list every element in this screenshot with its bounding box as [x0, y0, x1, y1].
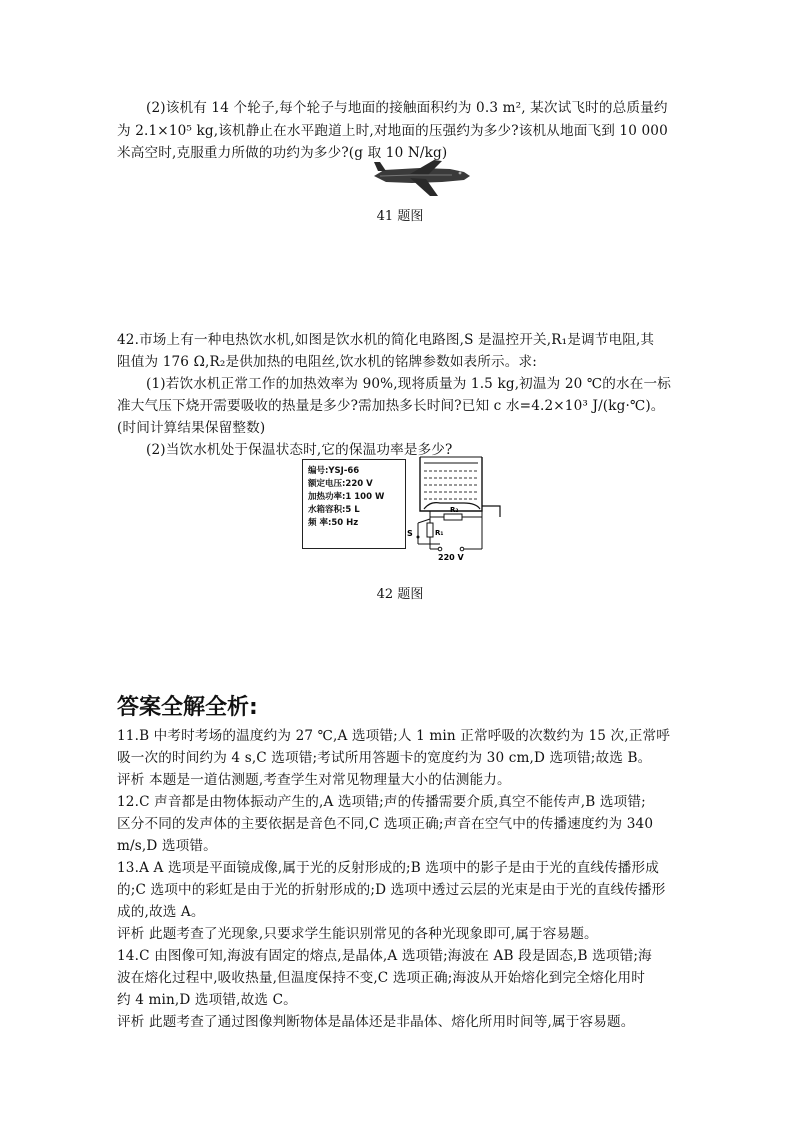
- nameplate-voltage: 额定电压:220 V: [308, 479, 373, 489]
- q42-figure-caption: 42 题图: [376, 587, 424, 602]
- nameplate-frequency: 频 率:50 Hz: [308, 518, 359, 528]
- r2-label: R₂: [450, 506, 459, 514]
- q42-line-5: (时间计算结果保留整数): [117, 420, 266, 436]
- q42-line-2: 阻值为 176 Ω,R₂是供加热的电阻丝,饮水机的铭牌参数如表所示。求:: [117, 354, 538, 370]
- answer-line-12: 波在熔化过程中,吸收热量,但温度保持不变,C 选项正确;海波从开始熔化到完全熔化用时: [117, 970, 645, 986]
- answer-line-6: m/s,D 选项错。: [117, 838, 217, 854]
- nameplate-table: [302, 459, 406, 549]
- answer-line-13: 约 4 min,D 选项错,故选 C。: [117, 992, 297, 1008]
- q41-figure-caption: 41 题图: [376, 209, 424, 224]
- answer-line-8: 的;C 选项中的彩虹是由于光的折射形成的;D 选项中透过云层的光束是由于光的直线传播形: [117, 882, 666, 898]
- nameplate-power: 加热功率:1 100 W: [308, 492, 385, 502]
- airplane-illustration: [372, 156, 472, 202]
- answer-line-3: 评析 本题是一道估测题,考查学生对常见物理量大小的估测能力。: [117, 772, 511, 788]
- circuit-diagram: [400, 449, 515, 564]
- supply-voltage-label: 220 V: [438, 553, 464, 562]
- answer-line-9: 成的,故选 A。: [117, 904, 205, 920]
- q42-line-6: (2)当饮水机处于保温状态时,它的保温功率是多少?: [146, 442, 453, 458]
- q41-line-3: 米高空时,克服重力所做的功约为多少?(g 取 10 N/kg): [117, 145, 448, 161]
- switch-label: S: [407, 529, 413, 538]
- answers-heading: 答案全解全析:: [117, 695, 258, 720]
- answer-line-4: 12.C 声音都是由物体振动产生的,A 选项错;声的传播需要介质,真空不能传声,B 选项错;: [117, 794, 646, 810]
- r1-label: R₁: [435, 529, 444, 537]
- q41-line-1: (2)该机有 14 个轮子,每个轮子与地面的接触面积约为 0.3 m², 某次试飞时的总质量约: [146, 100, 668, 116]
- answer-line-11: 14.C 由图像可知,海波有固定的熔点,是晶体,A 选项错;海波在 AB 段是固态,B 选项错;海: [117, 948, 652, 964]
- q42-line-1: 42.市场上有一种电热饮水机,如图是饮水机的简化电路图,S 是温控开关,R₁是调节电阻,其: [117, 332, 655, 348]
- answer-line-2: 吸一次的时间约为 4 s,C 选项错;考试所用答题卡的宽度约为 30 cm,D 选项错;故选 B。: [117, 750, 652, 766]
- answer-line-10: 评析 此题考查了光现象,只要求学生能识别常见的各种光现象即可,属于容易题。: [117, 926, 598, 942]
- q41-line-2: 为 2.1×10⁵ kg,该机静止在水平跑道上时,对地面的压强约为多少?该机从地面飞到 10 000: [117, 123, 668, 139]
- answer-line-7: 13.A A 选项是平面镜成像,属于光的反射形成的;B 选项中的影子是由于光的直线传播形成: [117, 860, 660, 876]
- q42-line-3: (1)若饮水机正常工作的加热效率为 90%,现将质量为 1.5 kg,初温为 20 ℃的水在一标: [146, 376, 672, 392]
- nameplate-model: 编号:YSJ-66: [308, 466, 360, 476]
- answer-line-5: 区分不同的发声体的主要依据是音色不同,C 选项正确;声音在空气中的传播速度约为 340: [117, 816, 654, 832]
- q42-line-4: 准大气压下烧开需要吸收的热量是多少?需加热多长时间?已知 c 水=4.2×10³ J/(kg·℃)。: [117, 398, 665, 414]
- answer-line-14: 评析 此题考查了通过图像判断物体是晶体还是非晶体、熔化所用时间等,属于容易题。: [117, 1014, 635, 1030]
- nameplate-capacity: 水箱容积:5 L: [308, 505, 360, 515]
- answer-line-1: 11.B 中考时考场的温度约为 27 ℃,A 选项错;人 1 min 正常呼吸的次数约为 15 次,正常呼: [117, 728, 670, 744]
